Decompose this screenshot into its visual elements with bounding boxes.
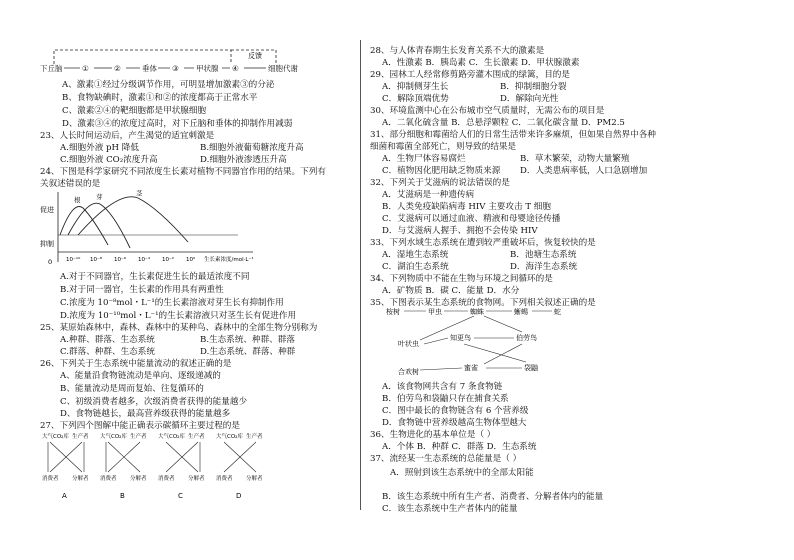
svg-text:D: D — [236, 492, 242, 500]
fw-snake: 蛇 — [554, 308, 561, 316]
line-q24A: A.对于不同器官，生长素促进生长的最适浓度不同 — [60, 272, 250, 282]
line-q22a: A、激素①经过分级调节作用，可明显增加激素③的分泌 — [62, 80, 275, 90]
line-q23: 23、人长时间运动后，产生渴觉的适宜刺激是 — [40, 131, 215, 141]
svg-text:分解者: 分解者 — [246, 476, 263, 482]
node-pituitary: 垂体 — [142, 64, 157, 73]
fw-eucalyptus: 桉树 — [386, 308, 400, 316]
line-q37: 37、流经某一生态系统的总能量是（ ） — [370, 454, 522, 464]
svg-text:分解者: 分解者 — [130, 476, 147, 482]
line-q33a: A．湿地生态系统 — [382, 250, 449, 260]
series-stem: 茎 — [136, 190, 143, 197]
line-q37a: A．照射到该生态系统中的全部太阳能 — [390, 468, 534, 478]
fw-robin: 知更鸟 — [450, 334, 471, 342]
chart-ylabel-promote: 促进 — [40, 206, 54, 214]
curve-bud — [68, 203, 130, 248]
svg-text:分解者: 分解者 — [188, 476, 205, 482]
line-q24B: B.对于同一器官，生长素的作用具有两重性 — [60, 285, 224, 295]
chart-zero: 0 — [48, 258, 53, 266]
line-q33d: D．海洋生态系统 — [510, 262, 578, 272]
line-q22d: D、激素③④的浓度过高时，对下丘脑和垂体的抑制作用减弱 — [62, 119, 293, 129]
line-q32c: C．艾滋病可以通过血液、精液和母婴途径传播 — [382, 214, 561, 224]
line-q28a: A．性激素 B．胰岛素 C．生长激素 D．甲状腺激素 — [382, 58, 580, 68]
svg-text:生产者: 生产者 — [246, 434, 263, 440]
line-q23c: C.细胞外液 CO₂浓度升高 — [60, 155, 158, 165]
line-q31A: A．生物尸体容易腐烂 — [382, 154, 466, 164]
line-q26a: A、能量沿食物链流动是单向、逐级递减的 — [60, 371, 221, 381]
hormone-regulation-diagram — [36, 38, 336, 78]
carbon-diagram-b — [100, 432, 147, 500]
line-q32: 32、下列关于艾滋病的说法错误的是 — [370, 178, 510, 188]
line-q24b: 关叙述错误的是 — [40, 179, 101, 189]
line-q25c: C.群落、种群、生态系统 — [60, 347, 155, 357]
carbon-diagram-a — [42, 432, 89, 500]
node-4: ④ — [232, 64, 239, 73]
line-q23b: B.细胞外液葡萄糖浓度升高 — [200, 143, 304, 153]
line-q32d: D．与艾滋病人握手、拥抱不会传染 HIV — [382, 226, 538, 236]
line-q26d: D、食物链越长，最高营养级获得的能量越多 — [60, 409, 231, 419]
svg-text:大气CO₂库: 大气CO₂库 — [216, 434, 243, 440]
line-q31D: D．人类患病率低，人口急剧增加 — [520, 166, 648, 176]
svg-text:B: B — [120, 492, 125, 500]
svg-text:A: A — [62, 492, 67, 500]
svg-text:大气CO₂库: 大气CO₂库 — [158, 434, 185, 440]
line-q28: 28、与人体青春期生长发育关系不大的激素是 — [370, 46, 545, 56]
line-q22b: B、食物缺碘时，激素①和②的浓度都高于正常水平 — [62, 93, 258, 103]
line-q31b: 细菌和霉菌全部死亡，则导致的结果是 — [370, 142, 517, 152]
food-web-diagram — [384, 304, 584, 380]
line-q26c: C、初级消费者越多，次级消费者获得的能量越少 — [60, 397, 248, 407]
line-q25a: A.种群、群落、生态系统 — [60, 335, 155, 345]
svg-text:生产者: 生产者 — [130, 434, 147, 440]
svg-text:C: C — [178, 492, 183, 500]
line-q26: 26、下列关于生态系统中能量流动的叙述正确的是 — [40, 359, 232, 369]
line-q25b: B.生态系统、种群、群落 — [200, 335, 295, 345]
line-q25d: D.生态系统、群落、种群 — [200, 347, 296, 357]
line-q23d: D.细胞外液渗透压升高 — [200, 155, 287, 165]
line-q35A: A．该食物网共含有 7 条食物链 — [382, 382, 503, 392]
node-hypothalamus: 下丘脑 — [40, 64, 63, 73]
svg-text:生产者: 生产者 — [72, 434, 89, 440]
tick-2: 10⁻⁶ — [114, 257, 127, 263]
tick-1: 10⁻⁸ — [90, 257, 103, 263]
svg-text:消费者: 消费者 — [158, 476, 175, 482]
carbon-diagram-d — [216, 432, 263, 500]
line-q33c: C．湖泊生态系统 — [382, 262, 449, 272]
svg-text:大气CO₂库: 大气CO₂库 — [100, 434, 127, 440]
line-q24: 24、下图是科学家研究不同浓度生长素对植物不同器官作用的结果。下列有 — [40, 167, 326, 177]
line-q37b: B．该生态系统中所有生产者、消费者、分解者体内的能量 — [382, 492, 604, 502]
line-q26b: B、能量流动是周而复始、往复循环的 — [60, 384, 204, 394]
svg-text:生产者: 生产者 — [188, 434, 205, 440]
line-q25: 25、某原始森林中，森林、森林中的某种鸟、森林中的全部生物分别称为 — [40, 323, 318, 333]
node-1: ① — [82, 64, 89, 73]
line-q30: 30、环境监测中心在公布城市空气质量时，无需公布的项目是 — [370, 106, 605, 116]
carbon-diagram-c — [158, 432, 205, 500]
line-q31B: B．草木繁荣，动物大量繁殖 — [520, 154, 630, 164]
chart-ylabel-inhibit: 抑制 — [40, 240, 54, 248]
node-2: ② — [114, 64, 121, 73]
line-q37c: C．该生态系统中生产者体内的能量 — [382, 504, 518, 514]
line-q29c: C．解除顶端优势 — [382, 94, 449, 104]
line-q29a: A．抑制侧芽生长 — [382, 82, 449, 92]
node-thyroid: 甲状腺 — [196, 64, 219, 73]
line-q32a: A．艾滋病是一种遗传病 — [382, 190, 475, 200]
line-q29d: D．解除向光性 — [500, 94, 559, 104]
tick-4: 10⁻² — [162, 257, 175, 263]
line-q32b: B．人类免疫缺陷病毒 HIV 主要攻击 T 细胞 — [382, 202, 551, 212]
fw-beetle: 甲虫 — [428, 308, 442, 316]
line-q24D: D.浓度为 10⁻¹⁰mol・L⁻¹的生长素溶液只对茎生长有促进作用 — [60, 311, 297, 321]
svg-text:消费者: 消费者 — [42, 476, 59, 482]
line-q29: 29、园林工人经常修剪路旁灌木围成的绿篱，目的是 — [370, 70, 570, 80]
line-q24C: C.浓度为 10⁻⁸mol・L⁻¹的生长素溶液对芽生长有抑制作用 — [60, 298, 284, 308]
line-q31C: C．植物因化肥用缺乏物质来源 — [382, 166, 501, 176]
line-q33: 33、下列水域生态系统在遭到较严重破坏后，恢复较快的是 — [370, 238, 596, 248]
tick-3: 10⁻⁴ — [138, 257, 151, 263]
fw-acacia: 合欢树 — [398, 368, 419, 376]
series-root: 根 — [74, 196, 81, 204]
svg-text:消费者: 消费者 — [100, 476, 117, 482]
line-q35D: D．食物链中营养级越高生物体型越大 — [382, 418, 527, 428]
line-q27: 27、下列四个图解中能正确表示碳循环主要过程的是 — [40, 421, 240, 431]
line-q35B: B．伯劳鸟和袋鼬只存在捕食关系 — [382, 394, 509, 404]
svg-text:消费者: 消费者 — [216, 476, 233, 482]
fw-shrike: 伯劳鸟 — [516, 334, 537, 342]
feedback-label: 反馈 — [248, 52, 262, 60]
tick-5: 10⁰ — [186, 257, 196, 263]
line-q36a: A．个体 B．种群 C．群落 D．生态系统 — [382, 442, 537, 452]
line-q23a: A.细胞外液 pH 降低 — [60, 143, 139, 153]
column-divider — [360, 40, 361, 510]
line-q35: 35、下图表示某生态系统的食物网。下列相关叙述正确的是 — [370, 298, 596, 308]
line-q36: 36、生物进化的基本单位是（ ） — [370, 430, 496, 440]
line-q33b: B．池塘生态系统 — [510, 250, 577, 260]
carbon-cycle-diagrams — [40, 430, 280, 505]
auxin-chart — [38, 190, 298, 270]
line-q22c: C、激素②④的靶细胞都是甲状腺细胞 — [62, 106, 207, 116]
fw-lizard: 蜥蜴 — [514, 308, 528, 316]
fw-dunnart: 袋鼬 — [524, 364, 538, 372]
line-q34a: A．矿物质 B．碳 C．能量 D．水分 — [382, 286, 520, 296]
line-q34: 34、下列物质中不能在生物与环境之间循环的是 — [370, 274, 553, 284]
line-q31: 31、部分细胞和霉菌给人们的日常生活带来许多麻烦，但如果自然界中各种 — [370, 130, 656, 140]
fw-spider: 蜘蛛 — [470, 308, 484, 316]
line-q29b: B．抑制细胞分裂 — [500, 82, 567, 92]
tick-0: 10⁻¹⁰ — [66, 257, 81, 263]
line-q30a: A．二氧化硫含量 B．总悬浮颗粒 C．二氧化碳含量 D．PM2.5 — [382, 118, 625, 128]
line-q35C: C．图中最长的食物链含有 6 个营养级 — [382, 406, 529, 416]
chart-xlabel: 生长素浓度/mol·L⁻¹ — [204, 257, 254, 263]
fw-leaf-insect: 叶状虫 — [398, 340, 419, 348]
node-3: ③ — [172, 64, 179, 73]
fw-honeyeater: 蜜雀 — [464, 364, 478, 372]
svg-text:分解者: 分解者 — [72, 476, 89, 482]
svg-text:大气CO₂库: 大气CO₂库 — [42, 434, 69, 440]
node-metabolism: 细胞代谢 — [268, 64, 298, 73]
series-bud: 芽 — [96, 193, 103, 201]
